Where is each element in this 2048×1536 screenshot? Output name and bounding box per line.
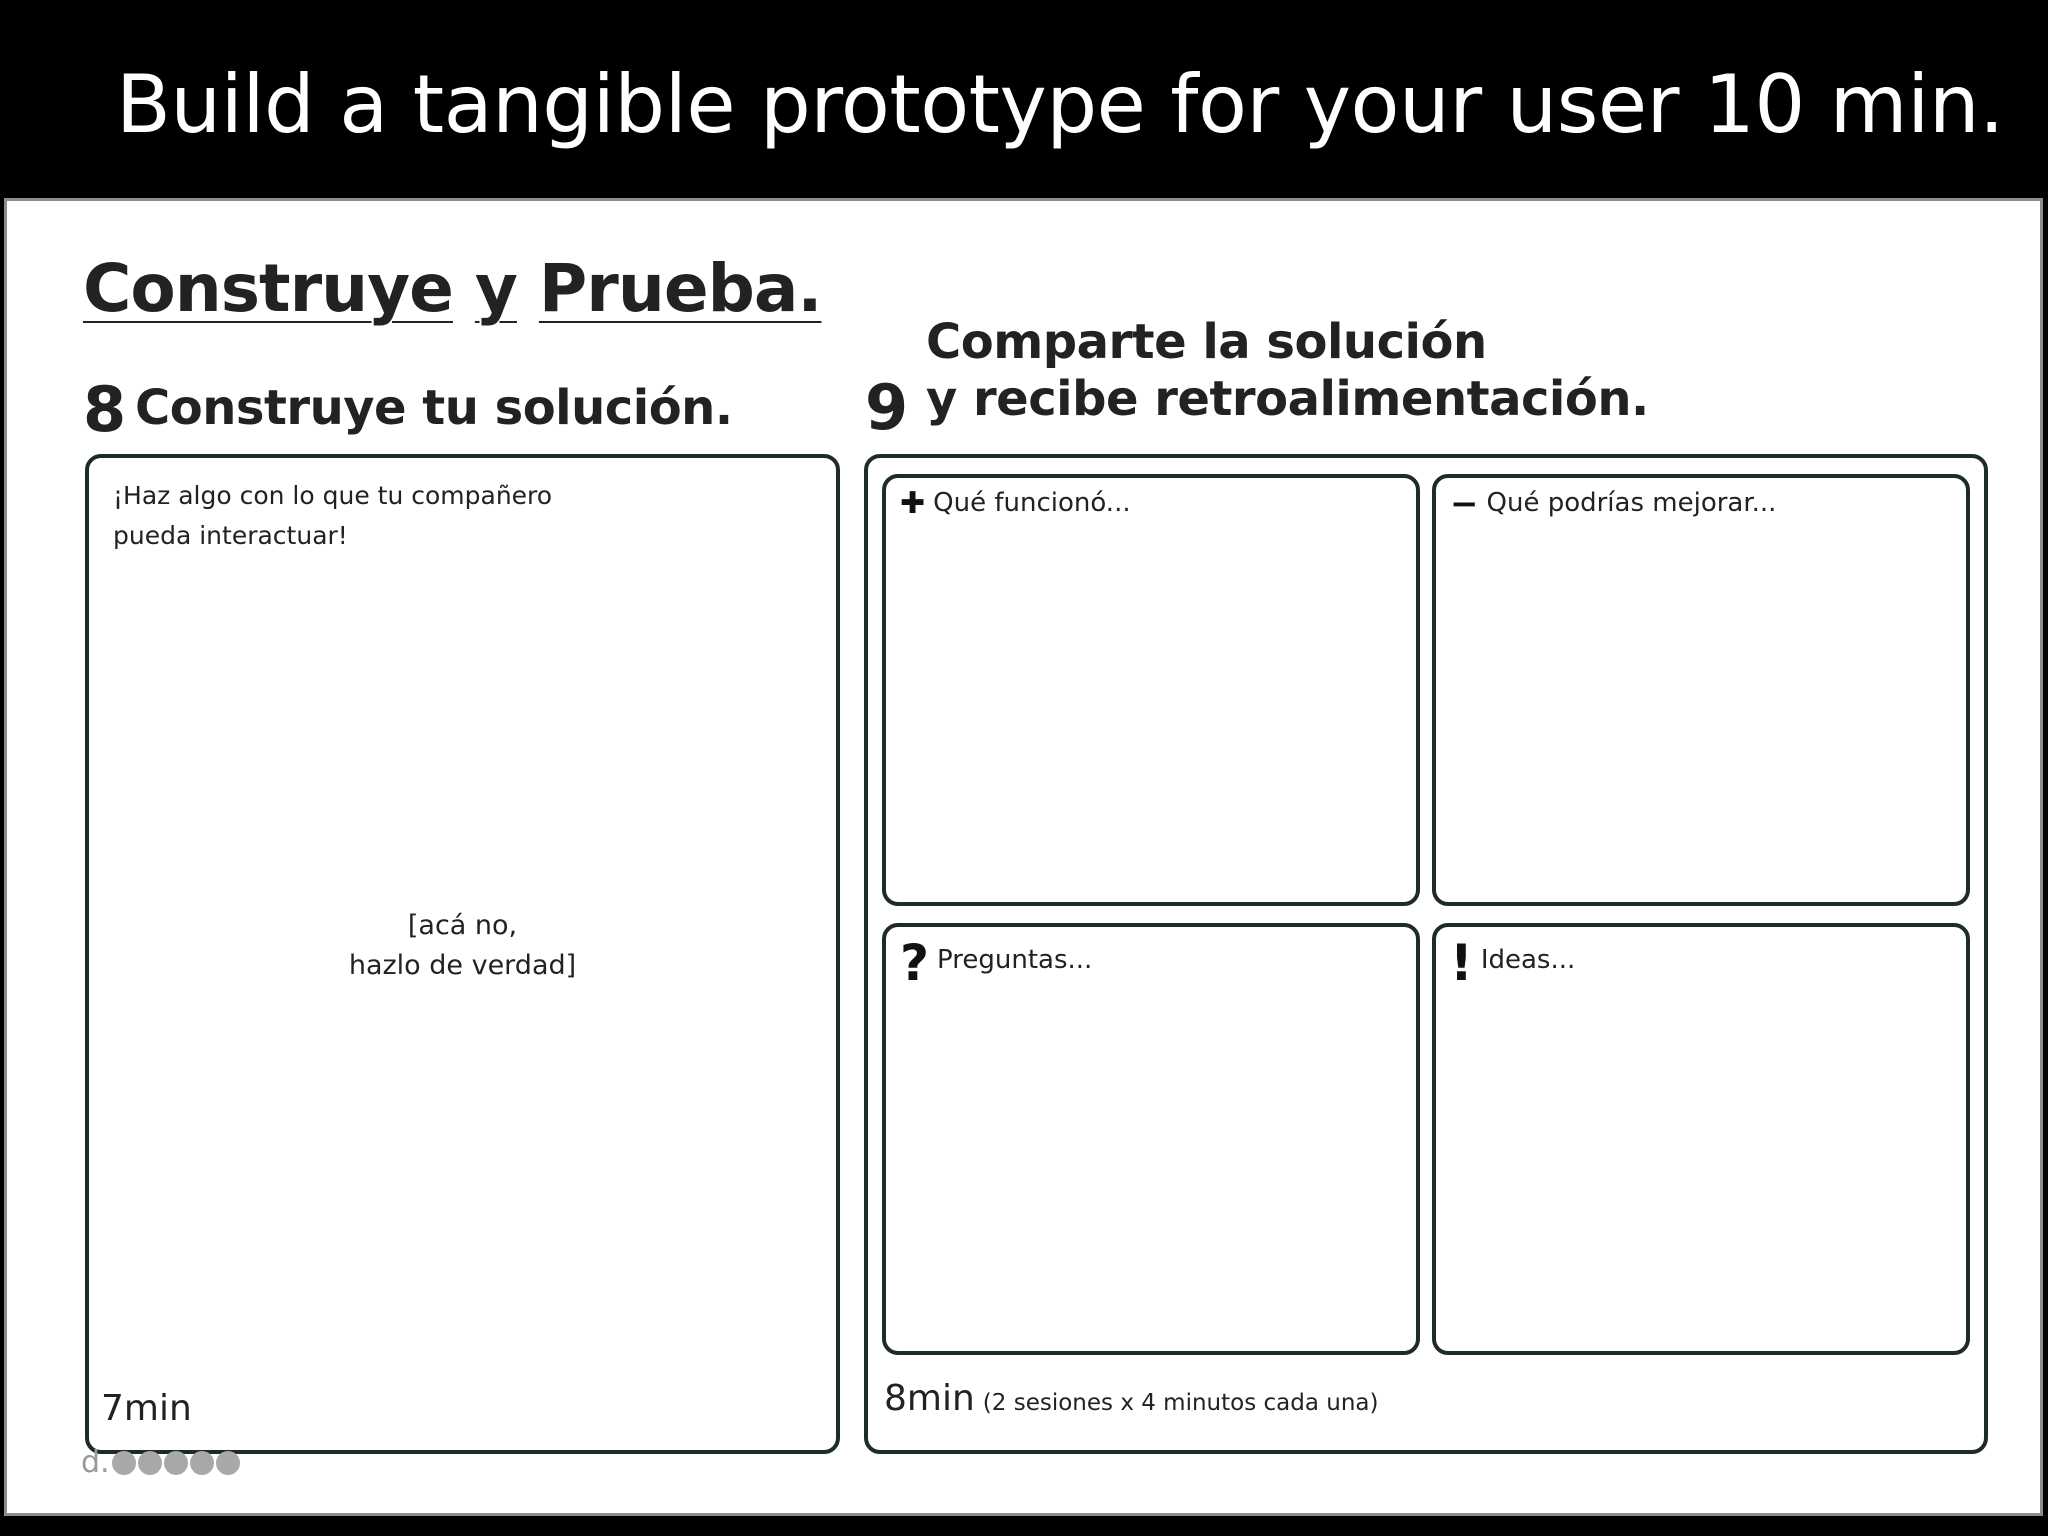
quadrant-questions-text: Preguntas... xyxy=(937,945,1093,975)
quadrant-ideas-text: Ideas... xyxy=(1480,945,1576,975)
heading-part-prueba: Prueba. xyxy=(538,250,822,327)
step-8-title: Construye tu solución. xyxy=(135,380,733,436)
quadrant-ideas-label xyxy=(1450,934,1576,992)
quadrant-improve xyxy=(1432,474,1970,906)
heading-part-y: y xyxy=(474,250,517,327)
quadrant-questions-label xyxy=(900,934,1093,992)
logo-text: d. xyxy=(81,1445,110,1480)
quadrant-improve-text: Qué podrías mejorar... xyxy=(1486,488,1777,518)
minus-icon: − xyxy=(1450,484,1479,524)
quadrant-what-worked-text: Qué funcionó... xyxy=(933,488,1131,518)
logo-dot-icon xyxy=(190,1451,214,1475)
quadrant-ideas xyxy=(1432,923,1970,1355)
logo-dot-icon xyxy=(112,1451,136,1475)
step-9-title-line2: y recibe retroalimentación. xyxy=(926,371,1649,427)
build-prompt-line1: ¡Haz algo con lo que tu compañero xyxy=(113,481,553,510)
quadrant-questions xyxy=(882,923,1420,1355)
worksheet-heading xyxy=(83,249,821,329)
step-8-number: 8 xyxy=(83,373,127,446)
exclamation-icon: ! xyxy=(1450,934,1473,992)
step-9-time-note: (2 sesiones x 4 minutos cada una) xyxy=(982,1390,1379,1416)
heading-part-construye: Construye xyxy=(83,250,453,327)
logo-dot-icon xyxy=(164,1451,188,1475)
step-9-time-wrapper xyxy=(884,1378,1378,1419)
plus-icon: ✚ xyxy=(900,486,926,521)
build-note-line1: [acá no, xyxy=(407,910,518,941)
build-solution-box xyxy=(85,454,840,1454)
slide-title: Build a tangible prototype for your user 10 min. xyxy=(116,58,2004,151)
quadrant-improve-label xyxy=(1450,484,1777,524)
build-note-line2: hazlo de verdad] xyxy=(348,950,577,981)
logo-dot-icon xyxy=(216,1451,240,1475)
feedback-box xyxy=(864,454,1988,1454)
dschool-logo xyxy=(81,1445,240,1480)
step-8-time: 7min xyxy=(101,1388,192,1429)
quadrant-what-worked-label xyxy=(900,488,1131,520)
step-9-title-line1: Comparte la solución xyxy=(926,314,1487,370)
question-icon: ? xyxy=(900,934,930,992)
build-prompt-line2: pueda interactuar! xyxy=(113,521,348,550)
step-9-number: 9 xyxy=(865,371,909,444)
logo-dot-icon xyxy=(138,1451,162,1475)
step-9-time: 8min xyxy=(884,1378,975,1419)
worksheet xyxy=(4,198,2043,1516)
quadrant-what-worked xyxy=(882,474,1420,906)
